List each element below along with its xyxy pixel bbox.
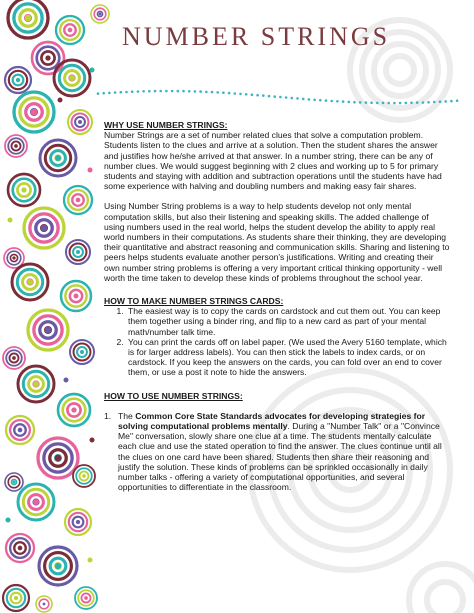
section-heading-why: WHY USE NUMBER STRINGS: xyxy=(104,120,228,130)
circle-ornament xyxy=(6,534,34,562)
circle-ornament xyxy=(75,587,97,609)
divider-dot xyxy=(211,91,214,94)
circle-ornament xyxy=(32,42,64,74)
divider-dot xyxy=(370,101,373,104)
divider-dot xyxy=(159,90,162,93)
circle-ornament xyxy=(18,366,54,402)
list-number: 1. xyxy=(104,410,112,421)
divider-dot xyxy=(405,102,408,105)
divider-dot xyxy=(273,95,276,98)
circle-ornament xyxy=(12,264,48,300)
accent-dot xyxy=(6,518,11,523)
divider-dot xyxy=(348,101,351,104)
divider-dot xyxy=(216,91,219,94)
divider-dot xyxy=(222,91,225,94)
divider-dot xyxy=(268,95,271,98)
accent-dot xyxy=(90,68,95,73)
divider-dot xyxy=(285,96,288,99)
swirl-ring xyxy=(386,56,414,84)
divider-dot xyxy=(456,99,459,102)
list-item: 1. The easiest way is to copy the cards on cardstock and cut them out. You can keep them together using a binder ring, and flip to a new card as part of your mental math/number talk time. xyxy=(126,306,450,337)
divider-dot xyxy=(308,98,311,101)
use-lead-text: The xyxy=(118,410,136,421)
divider-dot xyxy=(262,94,265,97)
why-paragraph-1: Number Strings are a set of number related clues that solve a computation problem. Students listen to the clues and arrive at a solution. Then the student shares the answer and justifies how he/she arrived at that answer. In a number string, there can be any of number clues. We would suggest beginning with 2 clues and working up to 5 for primary students and staying with addition and subtraction operations until the students have had some experience with halving and doubling numbers and making easy fair shares. xyxy=(104,130,442,192)
divider-dot xyxy=(422,101,425,104)
divider-dot xyxy=(154,90,157,93)
circle-ornament xyxy=(39,547,77,585)
divider-dot xyxy=(205,91,208,94)
circle-ornament xyxy=(61,281,91,311)
accent-dot xyxy=(88,168,93,173)
accent-dot xyxy=(8,218,13,223)
divider-dot xyxy=(245,93,248,96)
use-item-text xyxy=(118,411,450,493)
circle-ornament xyxy=(5,67,31,93)
section-heading-make: HOW TO MAKE NUMBER STRINGS CARDS: xyxy=(104,296,284,307)
divider-dot xyxy=(177,90,180,93)
divider-dot xyxy=(97,92,100,95)
divider-dot xyxy=(125,91,128,94)
divider-dot xyxy=(313,99,316,102)
section-heading-use: HOW TO USE NUMBER STRINGS: xyxy=(104,390,243,401)
divider-dot xyxy=(239,93,242,96)
divider-dot xyxy=(137,90,140,93)
document-body xyxy=(104,120,450,493)
circle-ornament xyxy=(14,92,54,132)
accent-dot xyxy=(64,378,69,383)
divider-dot xyxy=(427,101,430,104)
divider-dot xyxy=(393,102,396,105)
circle-ornament xyxy=(91,5,109,23)
divider-dot xyxy=(410,102,413,105)
circle-ornament xyxy=(58,394,90,426)
divider-dot xyxy=(416,101,419,104)
divider-dot xyxy=(302,98,305,101)
accent-dot xyxy=(88,558,93,563)
divider-dot xyxy=(439,100,442,103)
circle-ornament xyxy=(8,0,48,38)
circle-ornament xyxy=(8,174,40,206)
divider-dot xyxy=(296,97,299,100)
circle-ornament xyxy=(66,240,90,264)
divider-dot xyxy=(228,92,231,95)
circle-ornament xyxy=(5,135,27,157)
use-rest-text: . During a "Number Talk" or a "Convince Me" conversation, slowly share one clue at a time. The students mentally calculate each clue and use the stated operation to find the answer. The clues continue until all the clues on one card have been shared. Students then share their reasoning and justify the solution. These kinds of problems can be sprinkled occasionally in daily number talks - offering a variety of computational opportunities, and several opportunities to differentiate in the classroom. xyxy=(118,421,442,493)
circle-ornament xyxy=(65,509,91,535)
divider-dot xyxy=(444,100,447,103)
circle-ornament xyxy=(5,473,23,491)
page-title: NUMBER STRINGS xyxy=(122,22,391,51)
divider-dot xyxy=(194,90,197,93)
divider-dot xyxy=(330,100,333,103)
why-paragraph-2: Using Number String problems is a way to help students develop not only mental computation skills, but also their listening and speaking skills. The added challenge of using numbers used in the real world, helps the student develop the ability to apply real world numbers in their computations. As students share their thinking, they are developing their quantitative and abstract reasoning and communication skills. Sharing and listening to peers helps students evaluate another person's justifications. Writing and creating their own number string problems is offering a very important critical thinking opportunity - well worth the time taken to develop these kinds of problems throughout the school year. xyxy=(104,201,450,283)
circle-ornament xyxy=(64,186,92,214)
divider-dot xyxy=(188,90,191,93)
divider-dot xyxy=(291,97,294,100)
divider-dot xyxy=(114,91,117,94)
swirl-ring xyxy=(427,582,463,613)
divider-dot xyxy=(251,93,254,96)
circle-ornament xyxy=(3,585,29,611)
divider-dot xyxy=(182,90,185,93)
divider-dot xyxy=(108,92,111,95)
divider-dot xyxy=(353,101,356,104)
divider-dot xyxy=(336,100,339,103)
circle-ornament xyxy=(73,465,95,487)
circle-ornament xyxy=(36,596,52,612)
divider-dot xyxy=(319,99,322,102)
accent-dot xyxy=(90,438,95,443)
divider-dot xyxy=(165,90,168,93)
divider-dot xyxy=(359,101,362,104)
divider-dot xyxy=(131,90,134,93)
divider-dot xyxy=(399,102,402,105)
accent-dot xyxy=(58,98,63,103)
use-list-item xyxy=(104,411,450,493)
divider-dot xyxy=(450,100,453,103)
divider-dot xyxy=(120,91,123,94)
make-list xyxy=(104,306,450,377)
divider-dot xyxy=(148,90,151,93)
circle-ornament xyxy=(28,310,68,350)
circle-ornament xyxy=(70,340,94,364)
divider-dot xyxy=(342,100,345,103)
divider-dot xyxy=(142,90,145,93)
circle-ornament xyxy=(18,484,54,520)
circle-ornament xyxy=(68,110,92,134)
divider-dot xyxy=(325,99,328,102)
divider-dot xyxy=(234,92,237,95)
divider-dot xyxy=(171,90,174,93)
list-item: 2. You can print the cards off on label paper. (We used the Avery 5160 template, which is for larger address labels). You can then stick the labels to index cards, or on cardstock. If you keep the answers on the cards, you can fold over an end to cover them, or use a post it note to hide the answers. xyxy=(126,337,450,378)
divider-dot xyxy=(433,101,436,104)
circle-ornament xyxy=(40,140,76,176)
use-bold-text: Common Core State Standards advocates for developing strategies for solving computational problems mentally xyxy=(118,410,426,432)
circle-ornament xyxy=(38,438,78,478)
divider-dot xyxy=(199,90,202,93)
divider-dot xyxy=(387,102,390,105)
circle-ornament xyxy=(6,416,34,444)
divider-dot xyxy=(365,101,368,104)
divider-dot xyxy=(382,102,385,105)
divider-dot xyxy=(376,102,379,105)
divider-dot xyxy=(279,96,282,99)
circle-ornament xyxy=(24,208,64,248)
circle-ornament xyxy=(56,16,84,44)
circle-border xyxy=(3,0,109,612)
circle-ornament xyxy=(54,60,90,96)
divider-dot xyxy=(256,94,259,97)
circle-ornament xyxy=(3,347,25,369)
divider-dot xyxy=(102,92,105,95)
